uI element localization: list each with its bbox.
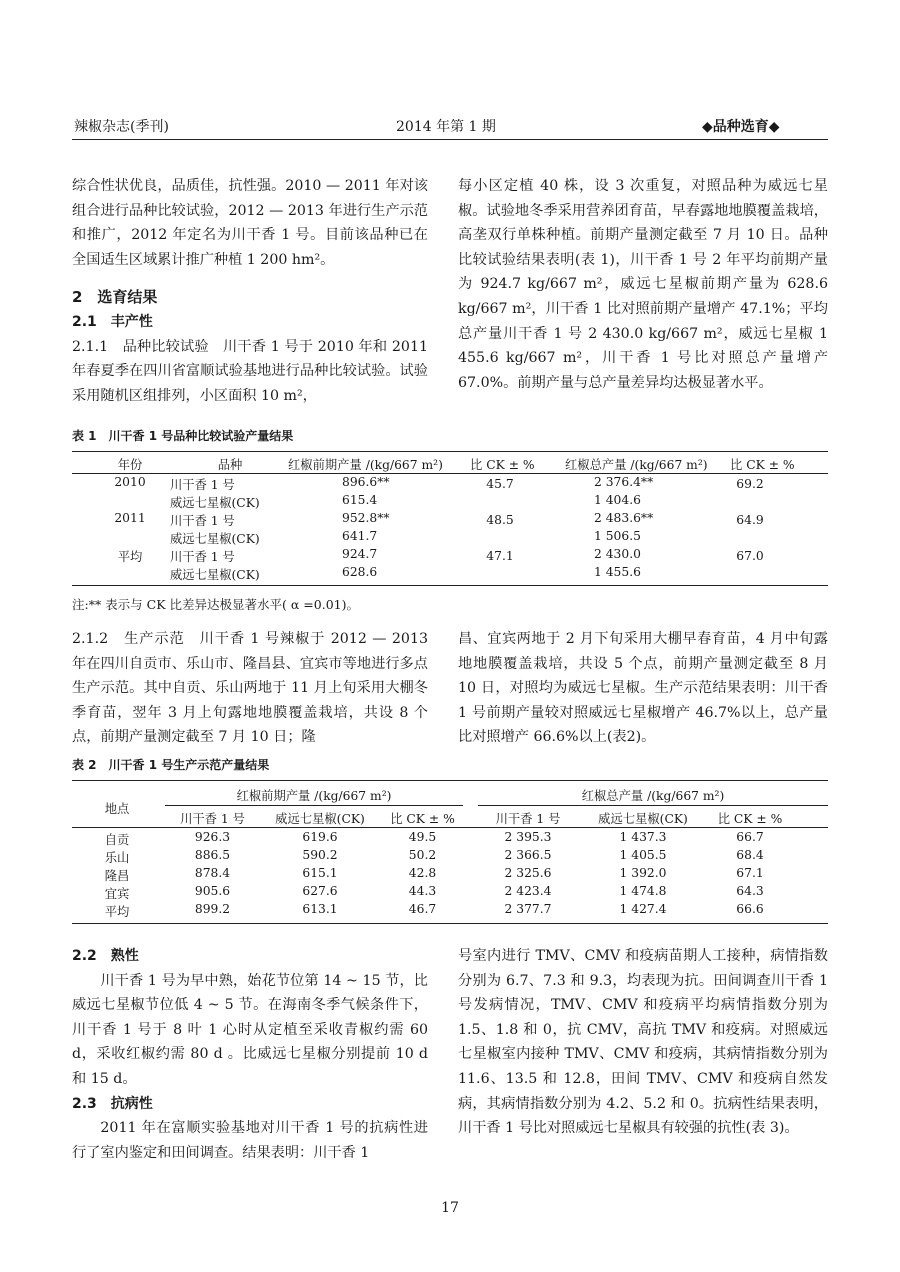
t2-early-pct-cell: 49.5 (408, 830, 437, 844)
t2-sub-cg2: 川干香 1 号 (495, 812, 561, 826)
t2-total-ck-cell: 1 474.8 (619, 884, 667, 898)
t1-early-pct-cell: 45.7 (486, 477, 514, 491)
issue-label: 2014 年第 1 期 (396, 119, 496, 135)
t1-early-yield-cell: 641.7 (342, 529, 378, 543)
t2-header-early: 红椒前期产量 /(kg/667 m²) (236, 789, 392, 803)
right-column-mid (458, 627, 828, 750)
section-2-1-heading: 2.1 丰产性 (72, 313, 153, 330)
page-number: 17 (441, 1200, 459, 1216)
t1-year-cell: 2010 (114, 475, 146, 489)
t1-early-yield-cell: 924.7 (342, 547, 378, 561)
t2-early-ck-cell: 590.2 (302, 848, 338, 862)
t1-total-yield-cell: 2 430.0 (594, 547, 641, 561)
t2-total-pct-cell: 64.3 (736, 884, 764, 898)
section-2-2-paragraph: 川干香 1 号为早中熟，始花节位第 14 ~ 15 节，比威远七星椒节位低 4 ~ 5 节。在海南冬季气候条件下，川干香 1 号于 8 叶 1 心时从定植至采收青椒约需 60 d，采收红椒约需 80 d 。比威远七星椒分别提前 10 d 和 15 d。 (72, 972, 428, 1087)
column-label: ◆品种选育◆ (702, 119, 780, 135)
t1-header-early-pct: 比 CK ± % (470, 458, 535, 472)
t1-total-pct-cell: 67.0 (736, 549, 764, 563)
t2-sub-ck1: 威远七星椒(CK) (275, 812, 365, 826)
t1-header-total-pct: 比 CK ± % (730, 458, 795, 472)
section-2-3-paragraph: 2011 年在富顺实验基地对川干香 1 号的抗病性进行了室内鉴定和田间调查。结果表明：川干香 1 (72, 1120, 428, 1161)
t2-sub-cg1: 川干香 1 号 (180, 812, 245, 826)
left-column-mid (72, 627, 428, 750)
t2-early-pct-cell: 44.3 (408, 884, 437, 898)
journal-name: 辣椒杂志(季刊) (74, 119, 169, 135)
t2-early-cg-cell: 905.6 (194, 884, 231, 898)
t2-total-cg-cell: 2 395.3 (504, 830, 552, 844)
left-column-bottom (72, 944, 428, 1165)
section-2-3-continued: 号室内进行 TMV、CMV 和疫病苗期人工接种，病情指数分别为 6.7、7.3 和 9.3，均表现为抗。田间调查川干香 1 号发病情况，TMV、CMV 和疫病平均病情指数分别为 1.5、1.8 和 0，抗 CMV，高抗 TMV 和疫病。对照威远七星椒室内接种 TMV、CMV 和疫病，其病情指数分别为 11.6、13.5 和 12.8，田间 TMV、CMV 和疫病自然发病，其病情指数分别为 4.2、5.2 和 0。抗病性结果表明，川干香 1 号比对照威远七星椒具有较强的抗性(表 3)。 (458, 948, 828, 1137)
section-2-1-2-continued: 昌、宜宾两地于 2 月下旬采用大棚早春育苗，4 月中旬露地地膜覆盖栽培，共设 5 个点，前期产量测定截至 8 月 10 日，对照均为威远七星椒。生产示范结果表明：川干香 1 号前期产量较对照威远七星椒增产 46.7%以上，总产量比对照增产 66.6%以上(表2)。 (458, 631, 828, 746)
t1-variety-cell: 威远七星椒(CK) (170, 532, 260, 546)
t2-place-cell: 宜宾 (104, 887, 130, 901)
t2-total-pct-cell: 66.7 (736, 830, 764, 844)
section-2-heading: 2 选育结果 (72, 288, 158, 307)
t1-total-yield-cell: 2 376.4** (594, 475, 654, 489)
t2-early-cg-cell: 899.2 (194, 902, 231, 916)
table2-caption: 表 2 川干香 1 号生产示范产量结果 (72, 758, 270, 772)
t2-early-cg-cell: 878.4 (194, 866, 231, 880)
t2-place-cell: 乐山 (104, 851, 130, 865)
t1-variety-cell: 威远七星椒(CK) (170, 496, 260, 510)
t1-header-variety: 品种 (217, 458, 243, 472)
table1-note: 注:** 表示与 CK 比差异达极显著水平( α =0.01)。 (72, 597, 359, 612)
t1-header-year: 年份 (117, 458, 143, 472)
t1-total-yield-cell: 2 483.6** (594, 511, 654, 525)
t2-total-cg-cell: 2 423.4 (504, 884, 552, 898)
t1-header-total: 红椒总产量 /(kg/667 m²) (565, 458, 708, 472)
t2-total-cg-cell: 2 366.5 (504, 848, 552, 862)
t1-variety-cell: 川干香 1 号 (170, 514, 235, 528)
t2-early-cg-cell: 926.3 (194, 830, 231, 844)
t2-early-ck-cell: 615.1 (302, 866, 338, 880)
t2-header-place: 地点 (104, 802, 130, 816)
t2-total-pct-cell: 66.6 (736, 902, 764, 916)
t2-sub-ck2: 威远七星椒(CK) (598, 812, 688, 826)
t2-total-pct-cell: 67.1 (736, 866, 764, 880)
t1-variety-cell: 川干香 1 号 (170, 478, 235, 492)
t2-early-ck-cell: 613.1 (302, 902, 338, 916)
t1-variety-cell: 威远七星椒(CK) (170, 568, 260, 582)
right-paragraph: 每小区定植 40 株，设 3 次重复，对照品种为威远七星椒。试验地冬季采用营养团育苗，早春露地地膜覆盖栽培，高垄双行单株种植。前期产量测定截至 7 月 10 日。品种比较试验结果表明(表 1)，川干香 1 号 2 年平均前期产量为 924.7 kg/667 m²，威远七星椒前期产量为 628.6 kg/667 m²，川干香 1 比对照前期产量增产 47.1%；平均总产量川干香 1 号 2 430.0 kg/667 m²，威远七星椒 1 455.6 kg/667 m²，川干香 1 号比对照总产量增产 67.0%。前期产量与总产量差异均达极显著水平。 (458, 178, 828, 391)
t2-header-total: 红椒总产量 /(kg/667 m²) (581, 789, 725, 803)
t1-early-yield-cell: 896.6** (342, 475, 390, 489)
t2-early-ck-cell: 619.6 (302, 830, 338, 844)
t1-total-pct-cell: 69.2 (736, 477, 764, 491)
t1-early-yield-cell: 628.6 (342, 565, 378, 579)
t1-header-early: 红椒前期产量 /(kg/667 m²) (288, 458, 443, 472)
t1-variety-cell: 川干香 1 号 (170, 550, 235, 564)
t2-total-ck-cell: 1 405.5 (619, 848, 667, 862)
t1-early-yield-cell: 615.4 (342, 493, 378, 507)
t2-total-ck-cell: 1 437.3 (619, 830, 667, 844)
t2-early-pct-cell: 46.7 (408, 902, 437, 916)
t1-total-yield-cell: 1 506.5 (594, 529, 641, 543)
t2-total-ck-cell: 1 392.0 (619, 866, 667, 880)
header-rule (72, 139, 828, 140)
t2-total-pct-cell: 68.4 (736, 848, 764, 862)
t2-place-cell: 自贡 (104, 833, 130, 847)
t2-total-cg-cell: 2 325.6 (504, 866, 552, 880)
t1-early-pct-cell: 48.5 (486, 513, 514, 527)
t2-early-cg-cell: 886.5 (194, 848, 231, 862)
t2-total-ck-cell: 1 427.4 (619, 902, 667, 916)
section-2-3-heading: 2.3 抗病性 (72, 1095, 153, 1112)
t1-early-pct-cell: 47.1 (486, 549, 514, 563)
section-2-1-2-paragraph: 2.1.2 生产示范 川干香 1 号辣椒于 2012 — 2013 年在四川自贡市、乐山市、隆昌县、宜宾市等地进行多点生产示范。其中自贡、乐山两地于 11 月上旬采用大棚冬季育苗，翌年 3 月上旬露地地膜覆盖栽培，共设 8 个点，前期产量测定截至 7 月 10 日；隆 (72, 631, 428, 746)
section-2-1-1-paragraph: 2.1.1 品种比较试验 川干香 1 号于 2010 年和 2011 年春夏季在四川省富顺试验基地进行品种比较试验。试验采用随机区组排列，小区面积 10 m²， (72, 338, 428, 404)
t1-total-pct-cell: 64.9 (736, 513, 764, 527)
t2-place-cell: 平均 (104, 905, 130, 919)
t2-sub-pct1: 比 CK ± % (390, 812, 455, 826)
t1-total-yield-cell: 1 455.6 (594, 565, 641, 579)
t2-early-pct-cell: 42.8 (408, 866, 437, 880)
t2-early-pct-cell: 50.2 (408, 848, 437, 862)
t1-year-cell: 平均 (117, 550, 143, 564)
section-2-2-heading: 2.2 熟性 (72, 948, 139, 964)
t2-sub-pct2: 比 CK ± % (717, 812, 783, 826)
t2-place-cell: 隆昌 (104, 869, 130, 883)
table1-caption: 表 1 川干香 1 号品种比较试验产量结果 (72, 429, 294, 443)
t2-total-cg-cell: 2 377.7 (504, 902, 552, 916)
right-column-bottom (458, 944, 828, 1141)
t2-early-ck-cell: 627.6 (302, 884, 338, 898)
t1-year-cell: 2011 (114, 511, 146, 525)
left-column-top (72, 174, 428, 408)
paragraph-continued: 综合性状优良，品质佳，抗性强。2010 — 2011 年对该组合进行品种比较试验，2012 — 2013 年进行生产示范和推广，2012 年定名为川干香 1 号。目前该品种已在全国适生区域累计推广种植 1 200 hm²。 (72, 178, 428, 268)
right-column-top (458, 174, 828, 395)
t1-early-yield-cell: 952.8** (342, 511, 390, 525)
t1-total-yield-cell: 1 404.6 (594, 493, 641, 507)
